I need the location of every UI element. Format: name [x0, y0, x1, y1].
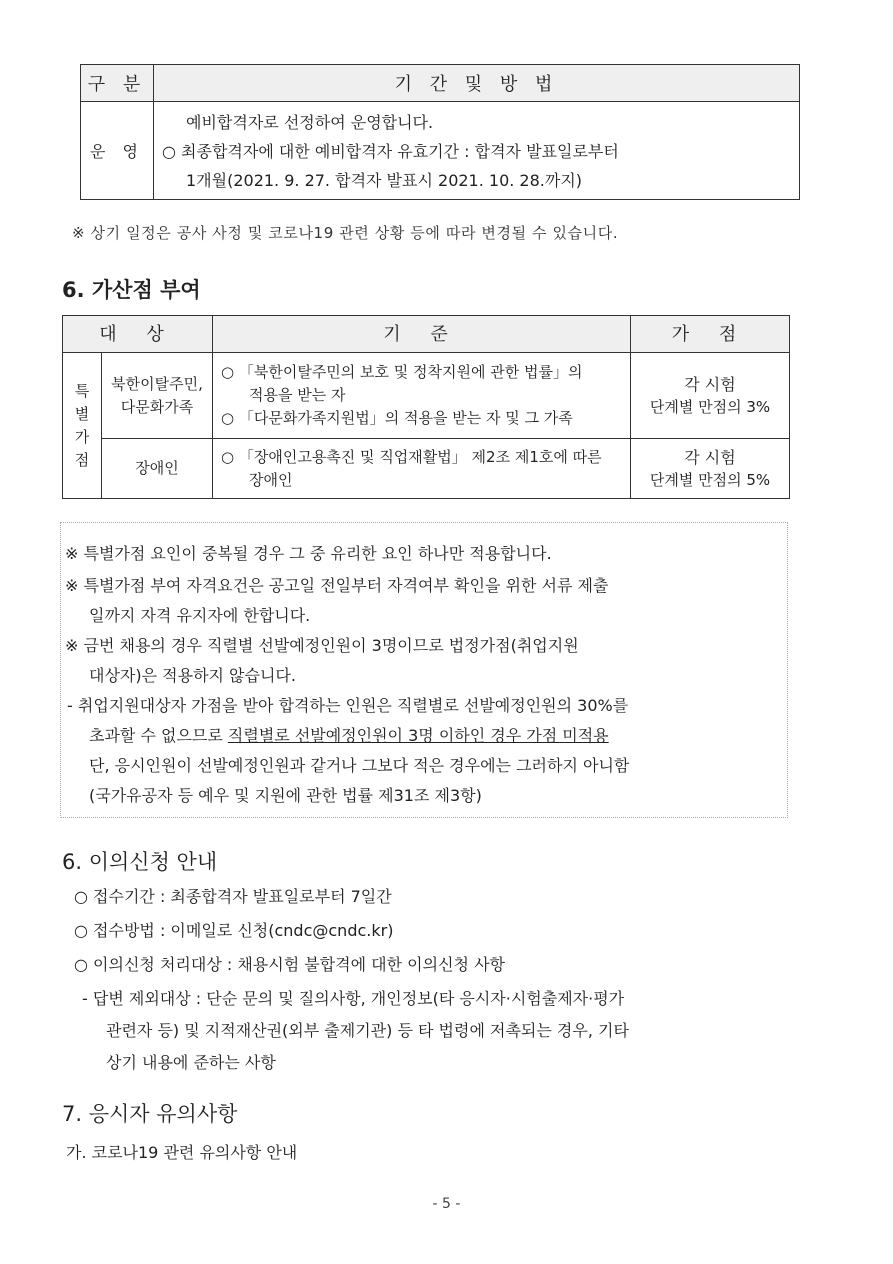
- section-title-notice: 7. 응시자 유의사항: [62, 1102, 238, 1126]
- table-header-category: 구 분: [81, 65, 154, 102]
- points-line: 각 시험: [684, 447, 736, 467]
- section-title-bonus: 6. 가산점 부여: [62, 278, 201, 302]
- points-line: 단계별 만점의 5%: [649, 470, 771, 489]
- bonus-header-target: 대 상: [63, 316, 213, 353]
- bonus-header-criteria: 기 준: [213, 316, 631, 353]
- objection-line: ○ 접수기간 : 최종합격자 발표일로부터 7일간: [74, 887, 392, 906]
- schedule-note: ※ 상기 일정은 공사 사정 및 코로나19 관련 상황 등에 따라 변경될 수 있습니다.: [72, 224, 619, 242]
- table-header-period-method: 기 간 및 방 법: [154, 65, 800, 102]
- bonus-header-points: 가 점: [631, 316, 790, 353]
- target-line: 북한이탈주민,: [111, 374, 203, 393]
- bonus-table: [62, 315, 790, 499]
- points-defectors-multicultural: [631, 353, 790, 439]
- note-text: 초과할 수 없으므로: [89, 726, 228, 745]
- label-char: 별: [74, 404, 90, 423]
- operation-content: [154, 102, 800, 200]
- operation-line: 예비합격자로 선정하여 운영합니다.: [186, 113, 434, 132]
- points-line: 단계별 만점의 3%: [649, 397, 771, 416]
- objection-line: ○ 이의신청 처리대상 : 채용시험 불합격에 대한 이의신청 사항: [74, 955, 505, 974]
- note-underlined-text: 직렬별로 선발예정인원이 3명 이하인 경우 가점 미적용: [227, 726, 609, 745]
- criteria-defectors-multicultural: [213, 353, 631, 439]
- label-char: 특: [74, 381, 90, 400]
- objection-line: 상기 내용에 준하는 사항: [106, 1053, 276, 1072]
- section-title-objection: 6. 이의신청 안내: [62, 850, 218, 874]
- note-line: ※ 특별가점 부여 자격요건은 공고일 전일부터 자격여부 확인을 위한 서류 제출: [65, 576, 609, 595]
- operation-line: 1개월(2021. 9. 27. 합격자 발표시 2021. 10. 28.까지): [186, 171, 583, 190]
- notice-line: 가. 코로나19 관련 유의사항 안내: [66, 1143, 298, 1162]
- criteria-line: 적용을 받는 자: [249, 386, 346, 404]
- note-line: 일까지 자격 유지자에 한합니다.: [89, 606, 311, 625]
- objection-line: ○ 접수방법 : 이메일로 신청(cndc@cndc.kr): [74, 921, 394, 940]
- schedule-table: [80, 64, 800, 200]
- target-line: 다문화가족: [120, 397, 194, 416]
- page-number: - 5 -: [432, 1196, 461, 1212]
- criteria-line: ○ 「북한이탈주민의 보호 및 정착지원에 관한 법률」의: [221, 363, 583, 381]
- criteria-line: ○ 「다문화가족지원법」의 적용을 받는 자 및 그 가족: [221, 409, 573, 427]
- objection-line: 관련자 등) 및 지적재산권(외부 출제기관) 등 타 법령에 저촉되는 경우, 기타: [106, 1021, 629, 1040]
- objection-line: - 답변 제외대상 : 단순 문의 및 질의사항, 개인정보(타 응시자·시험출제자·평가: [82, 989, 625, 1008]
- note-line: ※ 금번 채용의 경우 직렬별 선발예정인원이 3명이므로 법정가점(취업지원: [65, 636, 579, 655]
- criteria-line: 장애인: [249, 470, 293, 489]
- row-label-operation: 운 영: [81, 102, 154, 200]
- note-line: [89, 723, 609, 746]
- criteria-disabled: [213, 439, 631, 499]
- note-line: (국가유공자 등 예우 및 지원에 관한 법률 제31조 제3항): [89, 786, 482, 805]
- note-line: 대상자)은 적용하지 않습니다.: [89, 666, 296, 685]
- note-line: 단, 응시인원이 선발예정인원과 같거나 그보다 적은 경우에는 그러하지 아니함: [89, 756, 630, 775]
- note-line: - 취업지원대상자 가점을 받아 합격하는 인원은 직렬별로 선발예정인원의 30%를: [67, 696, 629, 715]
- note-line: ※ 특별가점 요인이 중복될 경우 그 중 유리한 요인 하나만 적용합니다.: [65, 544, 552, 563]
- target-defectors-multicultural: [102, 353, 213, 439]
- bonus-notes-box: [60, 522, 788, 818]
- criteria-line: ○ 「장애인고용촉진 및 직업재활법」 제2조 제1호에 따른: [221, 447, 602, 466]
- points-line: 각 시험: [684, 374, 736, 394]
- operation-line: ○ 최종합격자에 대한 예비합격자 유효기간 : 합격자 발표일로부터: [162, 142, 619, 161]
- label-char: 점: [74, 450, 90, 469]
- label-char: 가: [74, 427, 90, 446]
- special-bonus-label: [63, 353, 102, 499]
- target-disabled: 장애인: [102, 439, 213, 499]
- points-disabled: [631, 439, 790, 499]
